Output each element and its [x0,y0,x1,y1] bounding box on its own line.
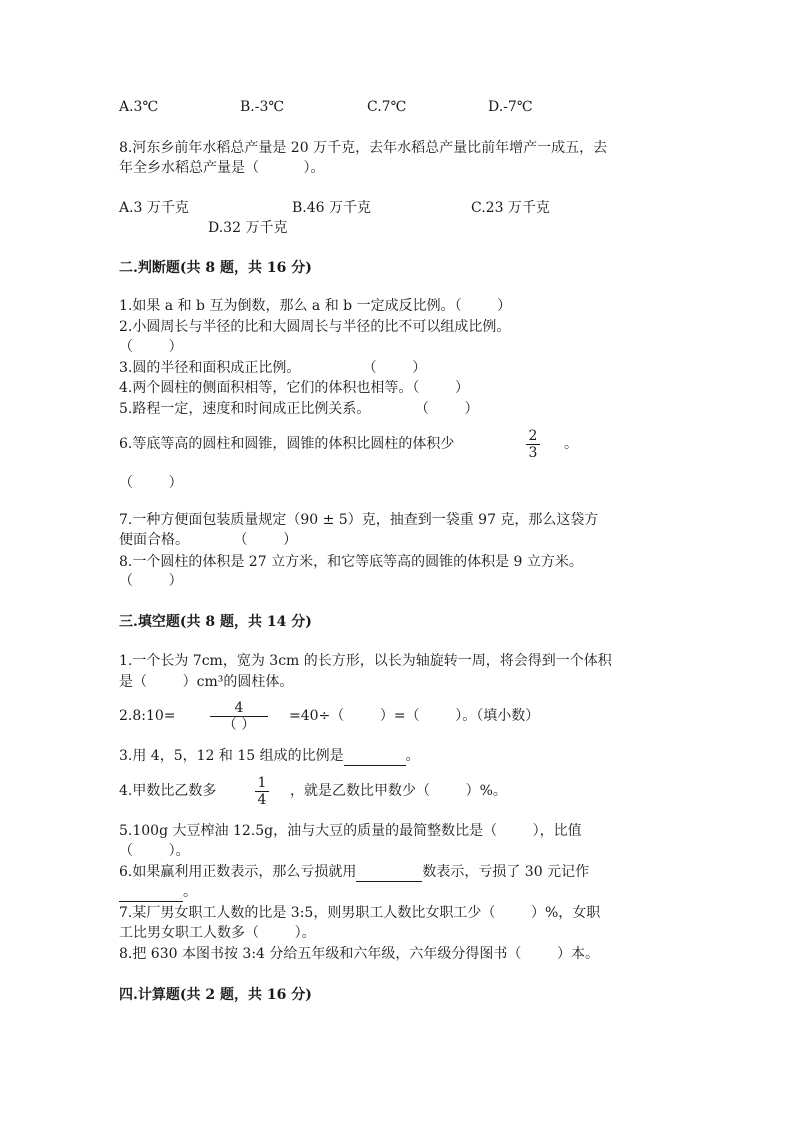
s3-q4-prefix: 4.甲数比乙数多 [119,783,217,799]
s2-q7-line-1: 7.一种方便面包装质量规定（90 ± 5）克，抽查到一袋重 97 克，那么这袋方 [119,512,599,528]
s3-q6-line-1 [119,862,589,882]
s2-q6-text: 6.等底等高的圆柱和圆锥，圆锥的体积比圆柱的体积少 [119,436,455,452]
q8-option-b: B.46 万千克 [292,200,372,216]
s2-q3: 3.圆的半径和面积成正比例。 （ ） [119,360,427,376]
fraction-denominator: （ ） [222,717,256,733]
s3-q8: 8.把 630 本图书按 3:4 分给五年级和六年级，六年级分得图书（ ）本。 [119,946,600,962]
s2-q4: 4.两个圆柱的侧面积相等，它们的体积也相等。（ ） [119,380,469,396]
s2-q2-line-1: 2.小圆周长与半径的比和大圆周长与半径的比不可以组成比例。 [119,319,511,335]
s3-q2-suffix: =40÷（ ）=（ ）。（填小数） [289,708,540,724]
s3-q6-text: 6.如果赢利用正数表示，那么亏损就用 [119,864,357,880]
s3-q2-prefix: 2.8:10= [119,708,176,724]
s2-q1: 1.如果 a 和 b 互为倒数，那么 a 和 b 一定成反比例。（ ） [119,298,512,314]
q7-option-a: A.3℃ [119,99,159,115]
q8-option-a: A.3 万千克 [119,200,189,216]
s2-q8-line-1: 8.一个圆柱的体积是 27 立方米，和它等底等高的圆锥的体积是 9 立方米。 [119,554,583,570]
s3-q3-end: 。 [405,748,420,764]
s2-q8-line-2: （ ） [119,573,183,589]
s3-q1-line-2: 是（ ）cm³的圆柱体。 [119,674,294,690]
q8-option-c: C.23 万千克 [471,200,550,216]
section-2-title: 二.判断题(共 8 题，共 16 分) [119,260,312,276]
s3-q6-blank-1 [356,866,422,882]
s3-q6-mid: 数表示，亏损了 30 元记作 [422,864,590,880]
fraction-numerator: 1 [257,775,267,791]
s3-q2-fraction [210,700,268,733]
s3-q4-fraction [255,775,269,808]
s2-q2-line-2: （ ） [119,339,183,355]
s2-q7-line-2: 便面合格。 （ ） [119,532,298,548]
section-4-title: 四.计算题(共 2 题，共 16 分) [119,987,312,1003]
s2-q5: 5.路程一定，速度和时间成正比例关系。 （ ） [119,401,479,417]
section-3-title: 三.填空题(共 8 题，共 14 分) [119,614,312,630]
s3-q1-line-1: 1.一个长为 7cm，宽为 3cm 的长方形，以长为轴旋转一周，将会得到一个体积 [119,653,612,669]
s3-q6-end: 。 [183,884,197,900]
q7-option-c: C.7℃ [367,99,407,115]
s2-q6-paren: （ ） [119,475,183,491]
fraction-denominator: 3 [528,445,538,461]
s3-q4-suffix: ，就是乙数比甲数少（ ）%。 [290,783,507,799]
s3-q3-blank [344,750,406,766]
q8-line-2: 年全乡水稻总产量是（ ）。 [119,160,325,176]
s3-q7-line-1: 7.某厂男女职工人数的比是 3:5，则男职工人数比女职工少（ ）%，女职 [119,905,601,921]
s2-q6-end: 。 [564,436,578,452]
q7-option-b: B.-3℃ [240,99,285,115]
s3-q3-text: 3.用 4，5，12 和 15 组成的比例是 [119,748,344,764]
s2-q6-fraction [526,428,540,461]
s3-q7-line-2: 工比男女职工人数多（ ）。 [119,925,316,941]
s3-q6-line-2 [119,882,197,902]
s3-q5-line-2: （ ）。 [119,843,190,859]
s3-q3 [119,746,420,766]
fraction-numerator: 4 [234,700,244,716]
fraction-numerator: 2 [528,428,538,444]
q8-option-d: D.32 万千克 [208,220,288,236]
q8-line-1: 8.河东乡前年水稻总产量是 20 万千克，去年水稻总产量比前年增产一成五，去 [119,140,608,156]
q7-option-d: D.-7℃ [488,99,533,115]
s3-q5-line-1: 5.100g 大豆榨油 12.5g，油与大豆的质量的最简整数比是（ ），比值 [119,823,582,839]
fraction-denominator: 4 [257,792,267,808]
s3-q6-blank-2 [119,886,183,902]
